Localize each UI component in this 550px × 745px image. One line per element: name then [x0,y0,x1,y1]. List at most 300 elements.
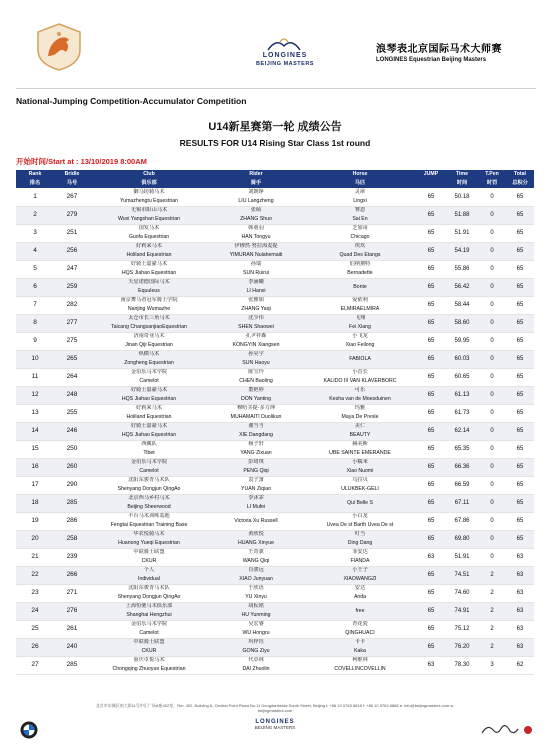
col-rank-en: Rank [16,170,54,179]
club-cell [90,242,208,260]
rider-cn: 袁子箫 [248,477,264,484]
horse-cn: 安达 [354,585,366,592]
tpen-cell: 2 [478,620,506,638]
club-cn: 沈阳东骏青马术队 [128,477,170,484]
horse-en: ELMIRAELMIRA [340,305,380,312]
rider-cell [208,620,304,638]
horse-en: QINGHUACI [345,629,375,636]
horse-cell [304,638,416,656]
time-cell: 65.35 [446,440,478,458]
rider-cell [208,386,304,404]
bridle-cell: 246 [54,422,90,440]
horse-cn: 灵犀 [354,189,366,195]
table-row [16,602,534,620]
club-cn: 纵横马术 [138,351,160,358]
tpen-cell: 0 [478,512,506,530]
rider-en: YIMURAN Nulahemaiti [229,251,283,258]
horse-cell [304,584,416,602]
horse-cell [304,314,416,332]
rank-cell: 16 [16,458,54,476]
rider-en: DON Yanting [240,395,272,402]
rank-cell: 10 [16,350,54,368]
jump-cell: 65 [416,296,446,314]
col-time-cn: 时间 [446,179,478,188]
beijing-masters-text: BEIJING MASTERS [256,61,314,67]
horse-cell [304,530,416,548]
header-row-cn [16,179,534,188]
bridle-cell: 266 [54,566,90,584]
bridle-cell: 248 [54,386,90,404]
table-row [16,224,534,242]
rider-cell [208,206,304,224]
bridle-cell: 267 [54,188,90,206]
horse-cn: 卡卡 [354,639,366,646]
rank-cell: 2 [16,206,54,224]
horse-en: Xiao Feilong [345,341,375,348]
table-row [16,206,534,224]
club-cn: 北京西马乡村马术 [128,495,170,502]
rider-cn: 孙昊宇 [248,351,264,358]
table-row [16,314,534,332]
club-en: HQS Jiahao Equestrian [121,269,177,276]
rider-cell [208,404,304,422]
tpen-cell: 0 [478,494,506,512]
club-cell [90,224,208,242]
club-cn: 好骑士嘉豪马术 [130,261,168,268]
total-cell: 65 [506,404,534,422]
rider-en: YUAN Ziqiao [241,485,271,492]
table-row [16,458,534,476]
time-cell: 50.18 [446,188,478,206]
time-cell: 74.51 [446,566,478,584]
longines-wing-icon [266,36,302,52]
bridle-cell: 265 [54,350,90,368]
club-cell [90,638,208,656]
rider-cell [208,458,304,476]
rider-en: DAI Zhuolin [242,665,270,672]
horse-cn: 小首长 [352,369,368,376]
time-cell: 58.60 [446,314,478,332]
time-cell: 51.91 [446,548,478,566]
rank-cell: 21 [16,548,54,566]
club-cn: 南京舞马者冠军骑士学院 [120,297,178,304]
rider-cell [208,278,304,296]
horse-en: KALIDO III VAN KLAVERBORC [323,377,397,384]
rider-en: SUN Ruirui [243,269,269,276]
rank-cell: 3 [16,224,54,242]
club-cell [90,548,208,566]
horse-en: Kesha van de Moesduinen [329,395,391,402]
horse-cn: 伯纳黛特 [349,261,371,268]
table-row [16,188,534,206]
tpen-cell: 0 [478,530,506,548]
club-cn: 丰台马术训练基地 [128,513,170,520]
club-en: Camelot [139,629,159,636]
club-cn: 无锡市阳山马术 [130,207,168,214]
tpen-cell: 2 [478,602,506,620]
bridle-cell: 239 [54,548,90,566]
results-title-cn: U14新星赛第一轮 成绩公告 [208,121,342,133]
horse-cell [304,350,416,368]
horse-cell [304,278,416,296]
rider-en: LIU Langzheng [238,197,274,204]
horse-cell [304,224,416,242]
jump-cell: 65 [416,566,446,584]
time-cell: 62.14 [446,422,478,440]
jump-cell: 65 [416,602,446,620]
bridle-cell: 282 [54,296,90,314]
horse-cn: 小糯米 [352,459,368,466]
table-row [16,242,534,260]
rider-cell [208,440,304,458]
total-cell: 65 [506,368,534,386]
rider-cell [208,476,304,494]
club-cell [90,656,208,674]
rider-en: WU Hongru [242,629,270,636]
total-cell: 65 [506,314,534,332]
club-cn: 中联骑士联盟 [133,549,165,556]
horse-en: FABIOLA [349,356,371,362]
results-table [16,170,534,675]
tpen-cell: 0 [478,548,506,566]
bmw-logo-icon [20,721,38,739]
total-cell: 65 [506,188,534,206]
horse-en: XIAOWANGZI [343,575,377,582]
tpen-cell: 0 [478,404,506,422]
horse-cn: 赛恩 [354,207,366,214]
horse-en: Fei Xiang [349,323,371,330]
footer-logos [0,715,550,743]
rider-en: YANG Zixuan [240,449,272,456]
tpen-cell: 0 [478,206,506,224]
rider-cn: 李沐霏 [248,495,264,502]
horse-en: Anda [353,593,367,600]
rider-cell [208,584,304,602]
rank-cell: 18 [16,494,54,512]
tpen-cell: 0 [478,242,506,260]
total-cell: 65 [506,260,534,278]
total-cell: 63 [506,602,534,620]
time-cell: 58.44 [446,296,478,314]
horse-cell [304,404,416,422]
club-cn: 华农悦骑马术 [133,531,165,538]
bridle-cell: 285 [54,656,90,674]
rider-cn: 陈宝玲 [248,369,264,376]
horse-cell [304,602,416,620]
club-en: Camelot [139,467,159,474]
rider-cell [208,638,304,656]
jump-cell: 65 [416,386,446,404]
col-club-cn: 俱乐部 [90,179,208,188]
time-cell: 51.91 [446,224,478,242]
total-cell: 65 [506,476,534,494]
club-en: HQS Jiahao Equestrian [121,395,177,402]
bridle-cell: 275 [54,332,90,350]
rank-cell: 23 [16,584,54,602]
rank-cell: 8 [16,314,54,332]
jump-cell: 65 [416,476,446,494]
club-cn: 国发马术 [138,225,160,232]
club-cn: 济南奇业马术 [133,333,165,340]
club-en: Yumazhengtu Equestrian [120,197,178,204]
rank-cell: 1 [16,188,54,206]
jump-cell: 65 [416,620,446,638]
col-rider-cn: 骑手 [208,179,304,188]
horse-cn: 埃坎 [354,243,366,250]
rank-cell: 11 [16,368,54,386]
bridle-cell: 290 [54,476,90,494]
bridle-cell: 285 [54,494,90,512]
horse-cell [304,656,416,674]
horse-cn: 玛雅 [354,405,366,412]
club-cell [90,350,208,368]
col-club-en: Club [90,170,208,179]
club-en: Nanjing Wumazhe [127,305,171,312]
bridle-cell: 286 [54,512,90,530]
time-cell: 67.86 [446,512,478,530]
col-rider-en: Rider [208,170,304,179]
bridle-cell: 279 [54,206,90,224]
rider-cn: 李涵曦 [248,279,264,286]
rider-cn: 于欣语 [248,585,264,592]
tpen-cell: 0 [478,332,506,350]
time-cell: 74.91 [446,602,478,620]
table-row [16,440,534,458]
col-total-cn: 总积分 [506,179,534,188]
club-cell [90,530,208,548]
table-row [16,512,534,530]
horse-en: Xiao Nuomi [346,467,374,474]
horse-en: UBE SAINTE EMERANDE [329,449,391,456]
club-en: Zongheng Equestrian [124,359,174,366]
footer-address: 北京市东城区南大街11号中汇广场A座402室，Rm. 402, Building A, Central Point Plaza No.11 Dongdanbeida South Street, Beijing t: +86 10 5763 6818 f: +86 10 5763 6868 e: info@beijingmasters.com w: beijingmasters.com [95,703,455,713]
total-cell: 65 [506,350,534,368]
horse-en: Ding Dang [347,539,373,546]
horse-cell [304,512,416,530]
total-cell: 65 [506,242,534,260]
jump-cell: 65 [416,404,446,422]
rider-cn: 孙瑞 [250,261,262,268]
table-row [16,494,534,512]
horse-en: Lingxi [353,197,367,204]
tpen-cell: 0 [478,278,506,296]
bridle-cell: 277 [54,314,90,332]
rider-en: Victoria Xu Russell [234,518,278,524]
horse-cell [304,476,416,494]
horse-cn: 赫美斯 [352,441,368,448]
time-cell: 61.73 [446,404,478,422]
club-cell [90,260,208,278]
horse-cn: 菲安达 [352,549,368,556]
horse-en: BEAUTY [349,431,371,438]
jump-cell: 65 [416,206,446,224]
table-row [16,332,534,350]
table-row [16,386,534,404]
total-cell: 63 [506,566,534,584]
tpen-cell: 0 [478,386,506,404]
rider-en: SHEN Shaowei [238,323,274,330]
rider-cn: 伊穆然·努拉海麦提 [234,243,278,250]
table-row [16,620,534,638]
rider-cell [208,656,304,674]
horse-cell [304,242,416,260]
jump-cell: 65 [416,188,446,206]
rider-en: SUN Haoyu [242,359,270,366]
rider-en: HU Yunming [241,611,271,618]
longines-beijing-masters-logo [230,36,340,76]
club-cell [90,278,208,296]
tpen-cell: 0 [478,188,506,206]
club-cell [90,458,208,476]
club-cell [90,404,208,422]
total-cell: 65 [506,332,534,350]
rank-cell: 25 [16,620,54,638]
horse-en: Quad Des Etangs [339,251,381,258]
jump-cell: 65 [416,584,446,602]
table-row [16,404,534,422]
col-horse-cn: 马匹 [304,179,416,188]
time-cell: 66.36 [446,458,478,476]
rider-cell [208,296,304,314]
rider-cell [208,422,304,440]
jump-cell: 65 [416,422,446,440]
total-cell: 65 [506,278,534,296]
event-title-en: LONGINES Equestrian Beijing Masters [376,57,487,63]
rider-cell [208,350,304,368]
results-body [16,188,534,674]
horse-cell [304,386,416,404]
total-cell: 65 [506,440,534,458]
club-cell [90,206,208,224]
club-cell [90,584,208,602]
club-en: Shanghai Hengzhui [126,611,172,618]
jump-cell: 65 [416,440,446,458]
jump-cell: 63 [416,548,446,566]
rider-cn: 巩梓钰 [248,639,264,646]
col-rank-cn: 排名 [16,179,54,188]
table-row [16,422,534,440]
club-cn: 金伯乐马术学院 [130,459,168,466]
start-time: 开始时间/Start at : 13/10/2019 8:00AM [16,157,147,166]
time-cell: 66.59 [446,476,478,494]
club-en: Huanong Yueqi Equestrian [118,539,180,546]
horse-en: ULUKBEK-GELI [341,485,379,492]
total-cell: 65 [506,458,534,476]
horse-cn: 柯维林 [352,657,368,664]
table-row [16,656,534,674]
club-cell [90,314,208,332]
rider-cell [208,332,304,350]
rank-cell: 4 [16,242,54,260]
header-row-en [16,170,534,179]
horse-cell [304,620,416,638]
horse-cn: 小王子 [352,567,368,574]
horse-en: Chicago [350,233,370,240]
time-cell: 61.13 [446,386,478,404]
rider-cell [208,602,304,620]
horse-cell [304,458,416,476]
footer-longines-logo [232,719,318,730]
tpen-cell: 0 [478,440,506,458]
horse-cell [304,260,416,278]
club-cell [90,494,208,512]
horse-cn: 叮当 [354,531,366,538]
horse-cn: 小飞龙 [352,333,368,340]
total-cell: 65 [506,512,534,530]
page-header [0,0,550,90]
rider-en: ZHANG Shuo [240,215,272,222]
horse-en: Maya De Presle [341,413,379,420]
rider-cell [208,314,304,332]
rider-cell [208,368,304,386]
jump-cell: 65 [416,494,446,512]
club-cn: 沈阳东骏青马术队 [128,585,170,592]
club-cn: 重庆卓悦马术 [133,657,165,664]
horse-en: Kaka [354,647,366,654]
horse-cell [304,548,416,566]
rider-en: XIAO Junyuan [239,575,273,582]
club-cell [90,386,208,404]
total-cell: 65 [506,530,534,548]
tpen-cell: 0 [478,368,506,386]
bridle-cell: 240 [54,638,90,656]
jump-cell: 65 [416,332,446,350]
rider-cn: 张雅娟 [248,297,264,304]
rank-cell: 12 [16,386,54,404]
jump-cell: 65 [416,260,446,278]
col-bridle-en: Bridle [54,170,90,179]
club-en: Wuxi Yangshan Equestrian [117,215,180,222]
club-en: Tibet [143,449,155,456]
rider-en: LI Hanxi [246,287,266,294]
total-cell: 63 [506,638,534,656]
tpen-cell: 0 [478,296,506,314]
club-cn: 好骑士嘉豪马术 [130,423,168,430]
table-row [16,368,534,386]
rider-cn: 谢当当 [248,423,264,430]
horse-cell [304,566,416,584]
bridle-cell: 251 [54,224,90,242]
rider-en: HUANG Xinyue [237,539,275,546]
results-title-en: RESULTS FOR U14 Rising Star Class 1st round [179,138,371,148]
club-cn: 中联骑士联盟 [133,639,165,646]
club-cell [90,188,208,206]
time-cell: 67.11 [446,494,478,512]
club-cell [90,602,208,620]
horse-en: Bernadette [347,269,373,276]
rider-en: GONG Ziyu [242,647,270,654]
club-cell [90,422,208,440]
table-row [16,548,534,566]
jump-cell: 65 [416,512,446,530]
club-en: Holiland Equestrian [126,413,172,420]
jump-cell: 65 [416,350,446,368]
club-en: Equuleus [138,287,160,294]
rider-en: PENG Qiqi [243,467,269,474]
col-tpen-cn: 时罚 [478,179,506,188]
table-row [16,566,534,584]
horse-cn: 青花瓷 [352,621,368,628]
rider-cn: 肖骏远 [248,567,264,574]
jump-cell: 65 [416,314,446,332]
horse-en: Bonte [353,284,367,290]
rider-cell [208,566,304,584]
club-en: Holiland Equestrian [126,251,172,258]
club-cell [90,332,208,350]
club-en: HQS Jiahao Equestrian [121,431,177,438]
club-cn: 天星诺德国际马术 [128,279,170,286]
tpen-cell: 0 [478,350,506,368]
